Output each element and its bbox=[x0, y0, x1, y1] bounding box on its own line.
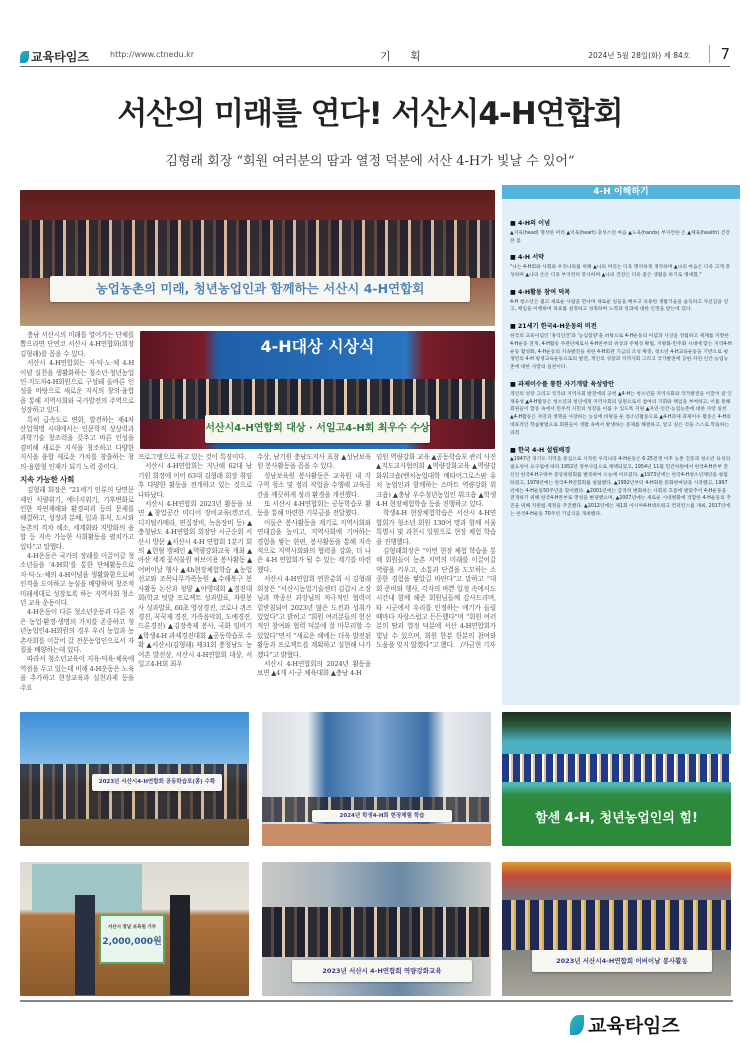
paragraph: 학생4-H 현장체험학습은 서산시 4-H연합회가 청소년 회원 130여 명과 함께 서울특별시 및 과천시 일원으로 현장 체험 학습을 진행했다. bbox=[376, 509, 496, 546]
photo-banner: 2023년 서산시4-H연합회 공동학습포(콩) 수확 bbox=[92, 774, 222, 791]
paragraph bbox=[376, 547, 496, 650]
section-heading: 지속 가능한 사회 bbox=[20, 475, 75, 485]
paragraph: 따라서 청소년교육이 지육·덕육·체육에 역점을 두고 있는데 비해 4-H운동은 노육을 추가하고 현장교육과 실천과제 등을 주요 bbox=[20, 655, 134, 692]
sidebar-4h-explainer bbox=[502, 185, 740, 705]
photo-banner: 2023년 서산시 4-H연합회 역량강화교육 bbox=[292, 960, 472, 982]
sidebar-heading: ■ 4-H 서약 bbox=[510, 254, 545, 262]
photo-banner: 농업농촌의 미래, 청년농업인과 함께하는 서산시 4-H연합회 bbox=[50, 276, 470, 302]
masthead-logo[interactable] bbox=[20, 48, 89, 65]
paragraph: 수상, 남기원 충남도지사 표창 ▲성남보육원 봉사활동을 꼽을 수 있다. bbox=[257, 453, 371, 471]
paragraph: 서산시 4-H연합회 연찬총회 시 김형래 회장은 “서산시농업기술센터 김갑시 소장님과 박종신 과장님의 적극적인 협력이 밑받침되어 2023년 많은 도전과 성취가 있었다”고 밝히고 “회원 여러분들의 헌신적인 참여와 협력 덕분에 잘 마무리할 수 있었다”면서 “새로운 해에는 더욱 발전된 활동과 프로젝트를 계획하고 실현해 나가겠다”고 밝혔다. bbox=[257, 575, 371, 659]
sidebar-heading: ■ 한국 4-H 설립배경 bbox=[510, 446, 571, 454]
harvest-field-photo bbox=[20, 712, 249, 846]
sidebar-heading: ■ 4-H의 이념 bbox=[510, 220, 551, 227]
paragraph: 특히 급속도로 변화, 발전하는 제4차 산업혁명 시대에서는 인문학적 상상력과 과학기술 창조력을 갖추고 바른 인성을 겸비해 새로운 지식을 창조하고 다양한 지식을 융합 새로운 가치를 창출하는 창의·융합형 인재가 되기 노력 중이다. bbox=[20, 415, 134, 471]
sidebar-text: 개인의 성장 그리고 국가와 지역사회 발전에의 공헌 ▲4-H는 청소년을 지역사회와 국가발전을 이끌어 갈 인재육성 ▲4-H활동은 청소년과 청년에게 지역사회의 일원으로서 참여의 기회와 책임을 부여하고, 이를 통해 회원들이 합동 속에서 민주적 시민의 성장을 이룰 수 있도록 지원 ▲자연·인간·농업농촌에 대한 사랑 실천 ▲4-H활동은 자연과 생명을 사랑하는 농심에 바탕을 둔 청소년활동으로 ▲4-H과제 과제이수 활동은 4-H의 대표적인 학습방법으로 회원들이 생활 속에서 발생하는 문제를 해결하고, 알고 싶은 것을 스스로 학습하는 과정. bbox=[510, 391, 732, 436]
footer-logo[interactable] bbox=[570, 1011, 680, 1038]
article-column-4 bbox=[376, 453, 496, 706]
article-column-1 bbox=[20, 331, 134, 706]
headline: 서산의 미래를 연다! 서산시4-H연합회 bbox=[117, 96, 623, 132]
issue-date: 2024년 5월 28일(화) 제 84호 bbox=[588, 51, 690, 60]
sidebar-title: 4-H 이해하기 bbox=[502, 185, 740, 199]
donation-photo bbox=[20, 862, 249, 996]
paragraph: 임원 역량강화 교육 ▲공동학습포 관리 사진 ▲지도교사협의회 ▲역량강화교육 ▲역량강화워크숍(벤처농업대학 메타어그로스팜 유치 농업인과 함께하는 스마트 역량강화 워크숍) ▲충남 우수청년농업인 워크숍 ▲학생4-H 현장체험학습 등을 진행하고 있다. bbox=[376, 453, 496, 509]
footer-logo-text: 교육타임즈 bbox=[588, 1015, 680, 1037]
paragraph: 4-H운동이 다른 청소년운동과 다른 점은 농업·환경·생명의 가치를 존중하고 청년농업인4-H회원의 경우 우리 농업과 농촌사회를 이끌어 갈 전문농업인으로서 자질을 배양하는데 있다. bbox=[20, 608, 134, 654]
stage-banner: 함센 4-H, 청년농업인의 힘! bbox=[535, 811, 698, 826]
donation-board-title: 서산시 장날 보육원 기부 bbox=[107, 925, 157, 930]
award-ceremony-photo bbox=[140, 331, 495, 449]
paragraph: 프로그램으로 하고 있는 것이 특징이다. bbox=[138, 453, 247, 461]
paragraph: 서산시 4-H연합회는 지난해 62대 남기원 회장에 이어 63대 김형래 회장 취임 후 다양한 활동을 전개하고 있는 것으로 나타났다. bbox=[138, 462, 252, 499]
paragraph: 충남 서산시의 미래를 열어가는 단체를 뽑으라면 단연코 서산시 4-H연합회(회장 김형래)를 꼽을 수 있다. bbox=[20, 331, 134, 358]
sidebar-heading: ■ 21세기 한국4-H운동의 비전 bbox=[510, 323, 597, 331]
paragraph: 또 서산시 4-H연합회는 공동학습포 활동을 통해 마련한 기부금을 전달했다. bbox=[257, 500, 371, 518]
logo-text: 교육타임즈 bbox=[31, 50, 89, 64]
subheadline: 김형래 회장 “회원 여러분의 땀과 열정 덕분에 서산 4-H가 빛날 수 있어” bbox=[165, 154, 575, 169]
photo-banner: 2023년 서산시4-H연합회 어버이날 봉사활동 bbox=[532, 950, 712, 972]
stage-sign: 4-H대상 시상식 bbox=[260, 337, 375, 356]
main-group-photo bbox=[20, 190, 495, 326]
sidebar-heading: ■ 4-H활동 참여 덕목 bbox=[510, 288, 571, 296]
sidebar-text: ▲지육(head) 명석한 머리 ▲덕육(heart) 충성스런 마음 ▲노육(hands) 부지런한 손 ▲체육(health) 건강한 몸 bbox=[510, 230, 730, 244]
stage-event-photo bbox=[502, 712, 731, 846]
paragraph: 이들은 봉사활동을 계기로 지역사회와 연대감을 높이고, 지역사회에 기여하는 경험을 쌓는 한편, 봉사활동을 통해 지속적으로 지역사회와의 협력을 강화, 더 나은 4-H 연합회가 될 수 있는 계기를 마련했다. bbox=[257, 518, 371, 574]
parents-day-volunteer-photo bbox=[502, 862, 731, 996]
page-header bbox=[20, 45, 730, 67]
logo-icon bbox=[20, 51, 29, 63]
donation-amount: 2,000,000원 bbox=[102, 937, 162, 947]
donation-board bbox=[99, 914, 165, 964]
training-group-photo bbox=[262, 862, 491, 996]
paragraph-text: 김형래회장은 “이번 현장 체험 학습을 통해 회원들이 농촌 지역의 미래를 이끌어갈 역량을 키우고, 소통과 단결을 도모하는 소중한 경험을 쌓았길 바란다”고 말하고 “대회 준비와 행사, 각자의 바쁜 일정 속에서도 시간내 함께 해준 회원님들께 감사드리며, 타 시군에서 우리를 인정하는 얘기가 들릴 때마다 자랑스럽고 든든했다”며 “회원 여러분의 땀과 열정 덕분에 서산 4-H연합회가 빛날 수 있으며, 회원 한분 한분의 참여와 도움을 잊지 않겠다”고 했다. bbox=[376, 547, 496, 650]
paragraph: 성남보육원 봉사활동은 교육원 내 각 구역 청소 및 정리 작업을 수행해 교육공간을 깨끗하게 정리 환경을 개선했다. bbox=[257, 471, 371, 499]
photo-banner: 서산시4-H연합회 대상 · 서일고4-H회 최우수 수상 bbox=[205, 415, 430, 443]
sidebar-text: 한국의 교육이념인 '홍익인간'과 '농심함양'을 바탕으로 4-H운동의 이념과 사상을 정립하고 세계를 지향한 4-H운동 전개, 4-H활동 주관단체로서 4-H본부의 위상과 주체성 확립, 지방화·민주화 시대에 맞는 지역4-H운동 활성화, 4-H운동의 지속발전을 위한 4-H회관 기금의 조성 확충, 청소년 4-H교육운동을 기반으로 평생민의 4-H 평생교육운동으로의 발전, 개인의 성장과 지역사회 그리고 국가발전에 공헌·자연·인간·농업농촌에 대한 사랑의 실천이다. bbox=[510, 333, 732, 371]
sidebar-text: ▲1947년 경기도 지역을 중심으로 시작된 우리나라 4-H운동은 6·25전쟁 이후 농촌 진흥과 청소년 육성의 필요성이 요구됨에 따라 1952년 정부사업으로 채택되었고, 1954년 11월 민간차원에서 한국4-H본부 전신인 한국4-H구락부 중앙위원회를 발족하여 오늘에 이르렀다. ▲1973년에는 한국4-H청소년재단을 창립하였고, 1979년에는 한국4-H연합회를 설립했다. ▲1992년부터 4-H회원 문화한마당을 시작했고, 1997년에는 4-H운동50주년을 맞이했다. ▲2001년에는 급격히 변화하는 사회의 흐름에 발맞추어 4-H운동을 전개하기 위해 한국4-H본부로 명칭을 변경했으며, ▲2007년에는 새로운 시대변화에 적합한 4-H운동의 추진을 위해 지원법 제정을 추진했다. ▲2012년에는 제1회 아시아4-H네트워크 컨퍼런스를 개최, 2017년에는 한국4-H운동 70주년 기념식을 개최했다. bbox=[510, 457, 731, 517]
article-column-3 bbox=[257, 453, 371, 706]
page-number: 7 bbox=[709, 45, 730, 63]
section-label: 기 획 bbox=[380, 50, 429, 63]
article-column-2 bbox=[138, 453, 252, 706]
byline: /가금현 기자 bbox=[460, 641, 496, 650]
paragraph: 서산시 4-H연합회는 지·덕·노·체 4-H이념 실천을 생활화하는 청소년·청년농업인·지도자4-H회원으로 구성돼 올바른 인성을 바탕으로 새로운 지식의 창의·융합을 통해 지역사회와 국가발전의 주역으로 성장하고 있다. bbox=[20, 359, 134, 415]
photo-banner: 2024년 학생4-H회 현장체험 학습 bbox=[312, 810, 452, 822]
logo-icon bbox=[570, 1015, 584, 1035]
sidebar-text: "나는 4-H회와 사회와 우리나라를 위해 ▲나의 머리는 더욱 명석하게 생각하며 ▲나의 마음은 더욱 크게 충성하며 ▲나의 손은 더욱 부지런히 봉사하며 ▲나의 건강은 더욱 좋은 생활을 하기로 맹세함." bbox=[510, 265, 731, 278]
paragraph: 서산시 4-H연합회의 2024년 활동을 보면 ▲4개 시·군 체육대회 ▲충남 4-H bbox=[257, 659, 371, 678]
sidebar-heading: ■ 과제이수를 통한 자기개발 육성방안 bbox=[510, 380, 615, 388]
sidebar-text: 4-H 청소년은 젊고 새로운 사람을 만나며 새로운 일들을 배우고 유용한 생활기술을 습득하고 자신감을 얻고, 책임을 이행하며 목표를 설정하고 성취하며 노력과 성과에 대한 인정을 받는데 있다. bbox=[510, 299, 729, 313]
paragraph: 서산시 4-H연합회 2023년 활동을 보면 ▲창업공간 미디어 장비교육(캔코리, 디지털카메라, 편집장비, 녹음장비 등) ▲충청남도 4-H연합회 회장단 시군순회 서산시 방문 ▲서산시 4-H 연합회 1분기 회의 ▲헌혈 캠페인 ▲역량강화교육 개최 ▲아산 세계 꽃식물원 허브이용 봉사활동 ▲어버이날 행사 ▲4h현장체험학습 ▲농업선교와 조목나무가족농원 ▲수해복구 봉사활동 논산과 청양 ▲야영대회 ▲경진대회(학교 텃밭 프로젝트 성과발표, 자원봉사 성과발표, 60초 영상경진, 코로나 퀴즈경진, 꾹꾹재 경진, 가족음악회, 도예경진, 드론경진) ▲김장축제 봉사, 국화 임비기 ▲학생4-H 과제경진대회 ▲공동학습포 수확 ▲서산시(김형래) 제31회 충청남도 농어촌 발전상, 서산시 4-H연합회 대상, 서일고4-H회 최우 bbox=[138, 500, 252, 668]
paragraph: 김형래 회장은 “21세기 인류의 당면문제인 식량위기, 에너지위기, 기후변화로 인한 자연재해와 환경피괴 등의 문제를 해결하고, 성장과 분배, 일과 휴식, 도시와 농촌의 격차 해소, 세계화와 지방화의 융합 등 지속 가능한 사회활동을 펼치가고 있다”고 말했다. bbox=[20, 486, 134, 551]
footer-divider bbox=[20, 1000, 733, 1002]
field-trip-building-photo bbox=[262, 712, 491, 846]
site-url[interactable]: http://www.ctnedu.kr bbox=[110, 50, 195, 59]
paragraph: 4-H운동은 국가의 장래를 이끌어갈 청소년들을 ‘4-H회’를 통한 단체활동으로 지·덕·노·체의 4-H이념을 생활화함으로써 인격을 도야하고 농심을 배양하며 창조적 미래세대로 성장토록 하는 지역사회 청소년 교육 운동이다. bbox=[20, 551, 134, 607]
